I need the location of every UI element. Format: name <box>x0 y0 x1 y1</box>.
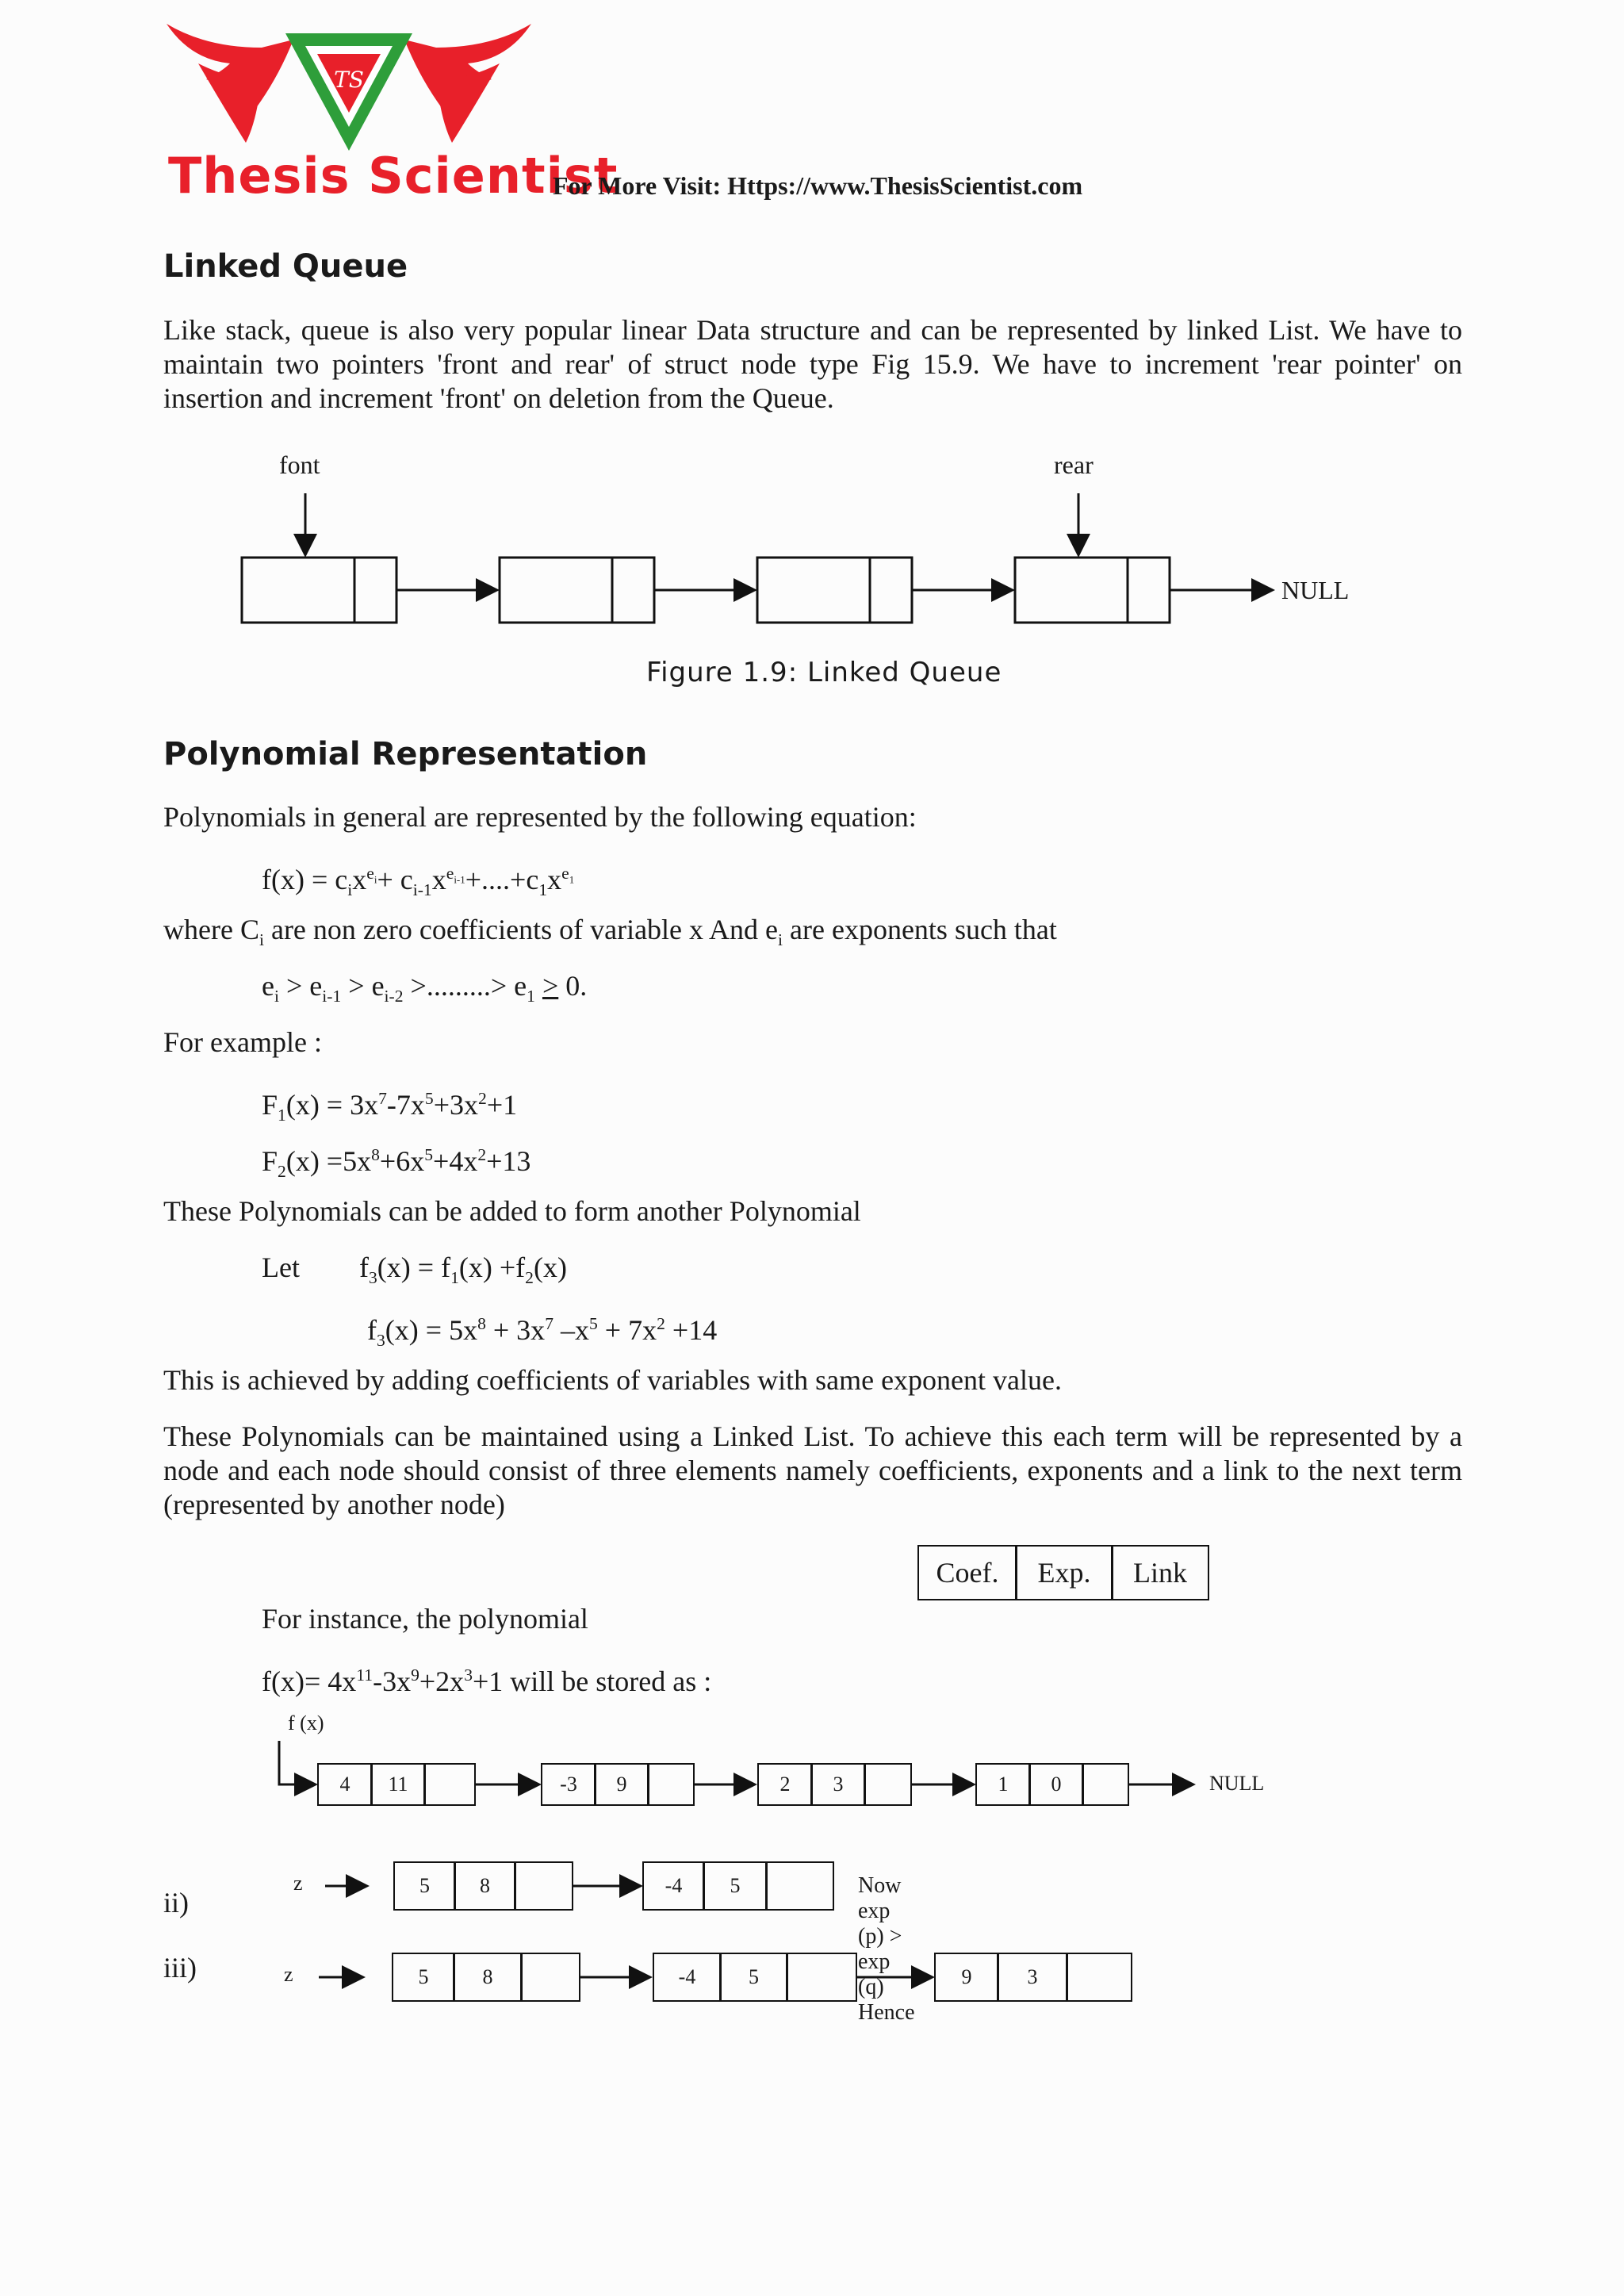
poly-node-link <box>1082 1763 1129 1806</box>
poly-node-exp: 3 <box>997 1953 1068 2002</box>
let-label: Let <box>262 1251 300 1283</box>
poly-node-coef: 2 <box>757 1763 813 1806</box>
poly-node-coef: -3 <box>541 1763 596 1806</box>
poly-node-link <box>520 1953 580 2002</box>
poly-node-exp: 11 <box>370 1763 426 1806</box>
section-title-polynomial: Polynomial Representation <box>163 736 648 772</box>
instance-text: For instance, the polynomial <box>262 1603 588 1635</box>
poly-node-link <box>647 1763 695 1806</box>
exponent-order: $e_i > e_{i-1} > e_{i-2}$ >.........> $e_1 > 0$. <box>262 970 588 1006</box>
linked-list-paragraph: These Polynomials can be maintained using a Linked List. To achieve this each term will be represented by a node and each node should consist of three elements namely coefficients, exponents and a link to the next term (represented by another node) <box>163 1420 1462 1520</box>
z-pointer-label: z <box>284 1963 293 1986</box>
exp-field: Exp. <box>1015 1545 1113 1600</box>
poly-node-coef: -4 <box>642 1861 705 1911</box>
equation-f1: $F_1(x) = 3x^7-7x^5+3x^2+1$ <box>262 1089 518 1125</box>
section-title-linked-queue: Linked Queue <box>163 248 408 285</box>
equation-f3-def: $f_3(x) = f_1(x) +f_2(x)$ <box>359 1251 567 1288</box>
poly-node-link <box>423 1763 476 1806</box>
fx-label: f (x) <box>288 1711 324 1734</box>
poly-node-exp: 0 <box>1028 1763 1084 1806</box>
logo-wordmark: Thesis Scientist <box>168 147 619 205</box>
z-pointer-label: z <box>293 1872 303 1895</box>
poly-node-coef: 5 <box>393 1861 456 1911</box>
poly-node-exp: 9 <box>594 1763 649 1806</box>
poly-node-exp: 8 <box>454 1861 516 1911</box>
poly-node-coef: 1 <box>975 1763 1031 1806</box>
svg-text:TS: TS <box>334 67 364 93</box>
step-iii-label: iii) <box>163 1952 197 1984</box>
poly-node-link <box>786 1953 857 2002</box>
equation-f3-result: $f_3(x) = 5x^8 + 3x^7$ $-x^5 + 7x^2 +14$ <box>367 1314 718 1351</box>
rear-pointer-label: rear <box>1054 450 1094 479</box>
poly-node-link <box>1066 1953 1132 2002</box>
poly-node-coef: 5 <box>392 1953 455 2002</box>
coef-field: Coef. <box>917 1545 1017 1600</box>
visit-link-text: For More Visit: Https://www.ThesisScientist.com <box>553 171 1083 200</box>
poly-node-coef: 4 <box>317 1763 373 1806</box>
where-text: where $C_i$ are non zero coefficients of variable x And $e_i$ are exponents such that <box>163 914 1057 950</box>
linked-queue-paragraph: Like stack, queue is also very popular linear Data structure and can be represented by linked List. We have to maintain two pointers 'front and rear' of struct node type Fig 15.9. We have to increment 'rear pointer' on insertion and increment 'front' on deletion from the Queue. <box>163 314 1462 414</box>
poly-node-exp: 5 <box>703 1861 768 1911</box>
example-polynomial: $f(x)= 4x^{11}-3x^9+2x^3+1$ will be stored as : <box>262 1665 712 1697</box>
null-label: NULL <box>1281 576 1350 604</box>
poly-node-link <box>514 1861 573 1911</box>
added-text: These Polynomials can be added to form another Polynomial <box>163 1195 861 1227</box>
poly-node-exp: 5 <box>719 1953 788 2002</box>
general-equation: $f(x) = c_ix^{e_i}+ c_{i-1}x^{e_{i-1}}+....+c_1x^{e_1}$ <box>262 864 575 900</box>
equation-f2: $F_2(x) =5x^8+6x^5+4x^2+13$ <box>262 1145 531 1182</box>
polynomial-intro: Polynomials in general are represented by the following equation: <box>163 801 917 833</box>
null-label: NULL <box>1209 1772 1265 1795</box>
poly-node-exp: 3 <box>810 1763 866 1806</box>
poly-node-coef: 9 <box>934 1953 999 2002</box>
link-field: Link <box>1111 1545 1209 1600</box>
poly-node-exp: 8 <box>453 1953 523 2002</box>
poly-node-coef: -4 <box>653 1953 722 2002</box>
for-example-label: For example : <box>163 1026 322 1058</box>
figure-caption: Figure 1.9: Linked Queue <box>646 657 1002 688</box>
achieved-text: This is achieved by adding coefficients of variables with same exponent value. <box>163 1364 1062 1396</box>
front-pointer-label: font <box>279 450 320 479</box>
poly-node-link <box>864 1763 912 1806</box>
poly-node-link <box>765 1861 834 1911</box>
step-ii-label: ii) <box>163 1887 189 1918</box>
step-ii-note: Now exp (p) > exp (q) Hence <box>858 1873 915 2025</box>
